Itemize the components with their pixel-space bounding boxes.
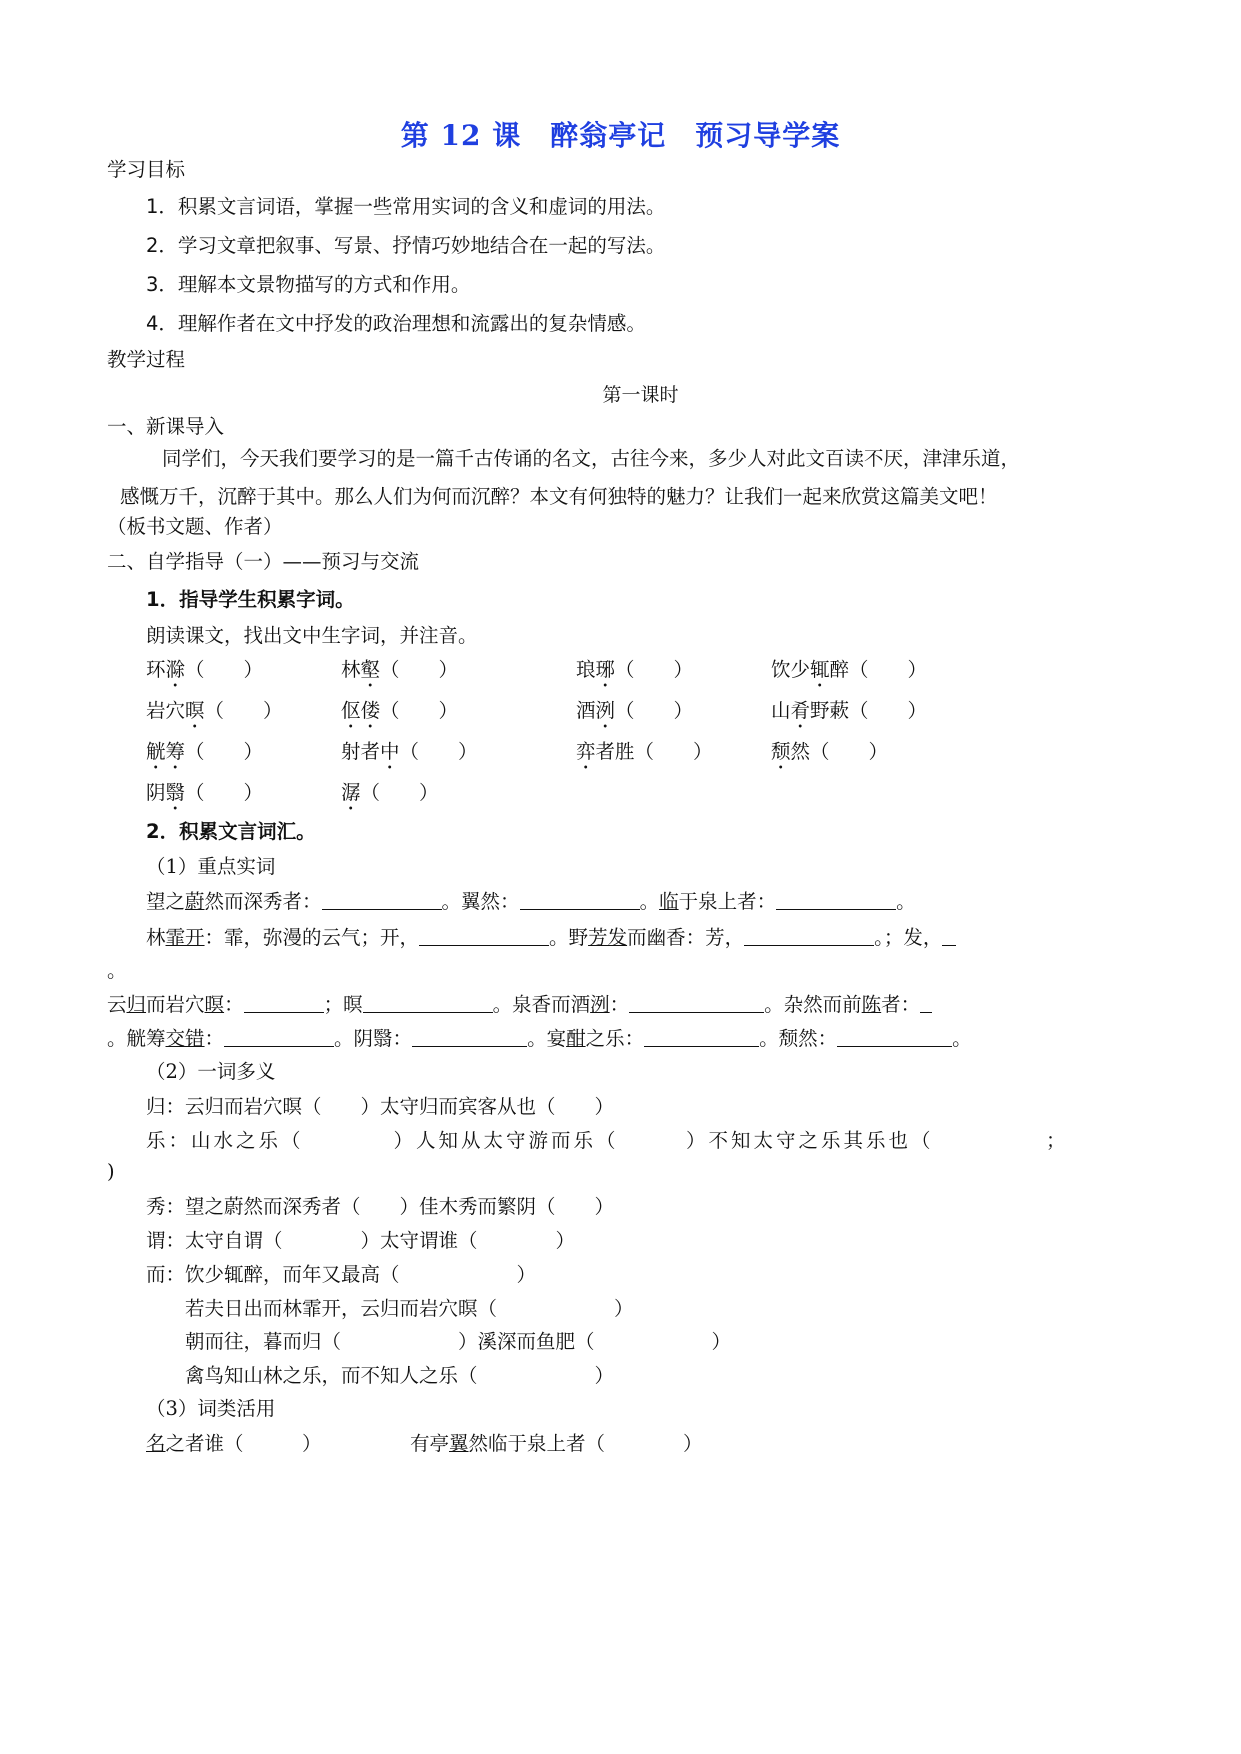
vocab-line-1: 望之蔚然而深秀者： 。翼然： 。临于泉上者： 。 (146, 890, 916, 913)
word-item: 琅琊（ ） (576, 658, 694, 681)
vocab-line-3: 。 (107, 959, 127, 982)
q2-sub1: （1）重点实词 (146, 855, 276, 878)
answer-blank[interactable] (942, 925, 956, 946)
lesson-label: 第一课时 (602, 384, 679, 406)
poly-line: ) (107, 1160, 115, 1183)
word-item: 酒洌（ ） (576, 699, 694, 722)
answer-blank[interactable] (224, 1026, 334, 1047)
word-item: 阴翳（ ） (146, 781, 264, 804)
answer-blank[interactable] (419, 925, 549, 946)
para-line-1: 同学们，今天我们要学习的是一篇千古传诵的名文，古往今来，多少人对此文百读不厌，津津乐道， (162, 447, 1021, 470)
word-item: 弈者胜（ ） (576, 740, 713, 763)
answer-blank[interactable] (644, 1026, 759, 1047)
word-item: 射者中（ ） (341, 740, 478, 763)
answer-blank[interactable] (744, 925, 874, 946)
q2-sub3: （3）词类活用 (146, 1397, 276, 1420)
poly-line: 谓：太守自谓（ ）太守谓谁（ ） (146, 1229, 576, 1252)
section1-heading: 一、新课导入 (107, 415, 225, 438)
answer-blank[interactable] (412, 1026, 527, 1047)
answer-blank[interactable] (837, 1026, 952, 1047)
poly-line: 乐：山水之乐（ ）人知从太守游而乐（ ）不知太守之乐其乐也（ ； (146, 1129, 1069, 1152)
word-item: 颓然（ ） (771, 740, 889, 763)
word-item: 山肴野蔌（ ） (771, 699, 928, 722)
process-heading: 教学过程 (107, 348, 186, 371)
q2-sub2: （2）一词多义 (146, 1060, 276, 1083)
goals-heading: 学习目标 (107, 158, 186, 181)
answer-blank[interactable] (363, 992, 493, 1013)
word-item: 潺（ ） (341, 781, 439, 804)
poly-line: 若夫日出而林霏开，云归而岩穴暝（ ） (185, 1297, 634, 1320)
poly-line: 归：云归而岩穴暝（ ）太守归而宾客从也（ ） (146, 1095, 615, 1118)
word-item: 环滁（ ） (146, 658, 264, 681)
para-line-3: （板书文题、作者） (107, 515, 283, 538)
word-item: 林壑（ ） (341, 658, 459, 681)
activation-item: 有亭翼然临于泉上者（ ） (410, 1432, 703, 1455)
goal-item-2: 2．学习文章把叙事、写景、抒情巧妙地结合在一起的写法。 (146, 234, 666, 257)
goal-item-3: 3．理解本文景物描写的方式和作用。 (146, 273, 471, 296)
q1-instruction: 朗读课文，找出文中生字词，并注音。 (146, 624, 478, 647)
vocab-line-4: 云归而岩穴暝： ；暝 。泉香而酒洌： 。杂然而前陈者： (107, 991, 932, 1019)
word-item: 岩穴暝（ ） (146, 699, 283, 722)
word-item: 饮少辄醉（ ） (771, 658, 928, 681)
q1-heading: 1．指导学生积累字词。 (146, 588, 355, 611)
vocab-line-2: 林霏开：霏，弥漫的云气；开， 。野芳发而幽香：芳， 。；发， (146, 924, 956, 952)
poly-line: 朝而往，暮而归（ ）溪深而鱼肥（ ） (185, 1330, 732, 1353)
vocab-line-5: 。觥筹交错： 。阴翳： 。宴酣之乐： 。颓然： 。 (107, 1027, 972, 1050)
word-item: 觥筹（ ） (146, 740, 264, 763)
answer-blank[interactable] (322, 889, 442, 910)
goal-item-1: 1．积累文言词语，掌握一些常用实词的含义和虚词的用法。 (146, 195, 666, 218)
answer-blank[interactable] (520, 889, 640, 910)
activation-item: 名之者谁（ ） (146, 1432, 322, 1455)
answer-blank[interactable] (629, 992, 764, 1013)
poly-line: 秀：望之蔚然而深秀者（ ）佳木秀而繁阴（ ） (146, 1195, 615, 1218)
q2-heading: 2．积累文言词汇。 (146, 820, 316, 843)
section2-heading: 二、自学指导（一）——预习与交流 (107, 550, 420, 573)
poly-line: 禽鸟知山林之乐，而不知人之乐（ ） (185, 1364, 615, 1387)
goal-item-4: 4．理解作者在文中抒发的政治理想和流露出的复杂情感。 (146, 312, 646, 335)
page-title: 第 12 课 醉翁亭记 预习导学案 (400, 119, 841, 152)
para-line-2: 感慨万千，沉醉于其中。那么人们为何而沉醉？本文有何独特的魅力？让我们一起来欣赏这篇美文吧！ (120, 485, 998, 508)
answer-blank[interactable] (920, 992, 932, 1013)
answer-blank[interactable] (244, 992, 324, 1013)
section1-paragraph (120, 440, 1130, 516)
word-item: 伛偻（ ） (341, 699, 459, 722)
poly-line: 而：饮少辄醉，而年又最高（ ） (146, 1263, 537, 1286)
answer-blank[interactable] (776, 889, 896, 910)
